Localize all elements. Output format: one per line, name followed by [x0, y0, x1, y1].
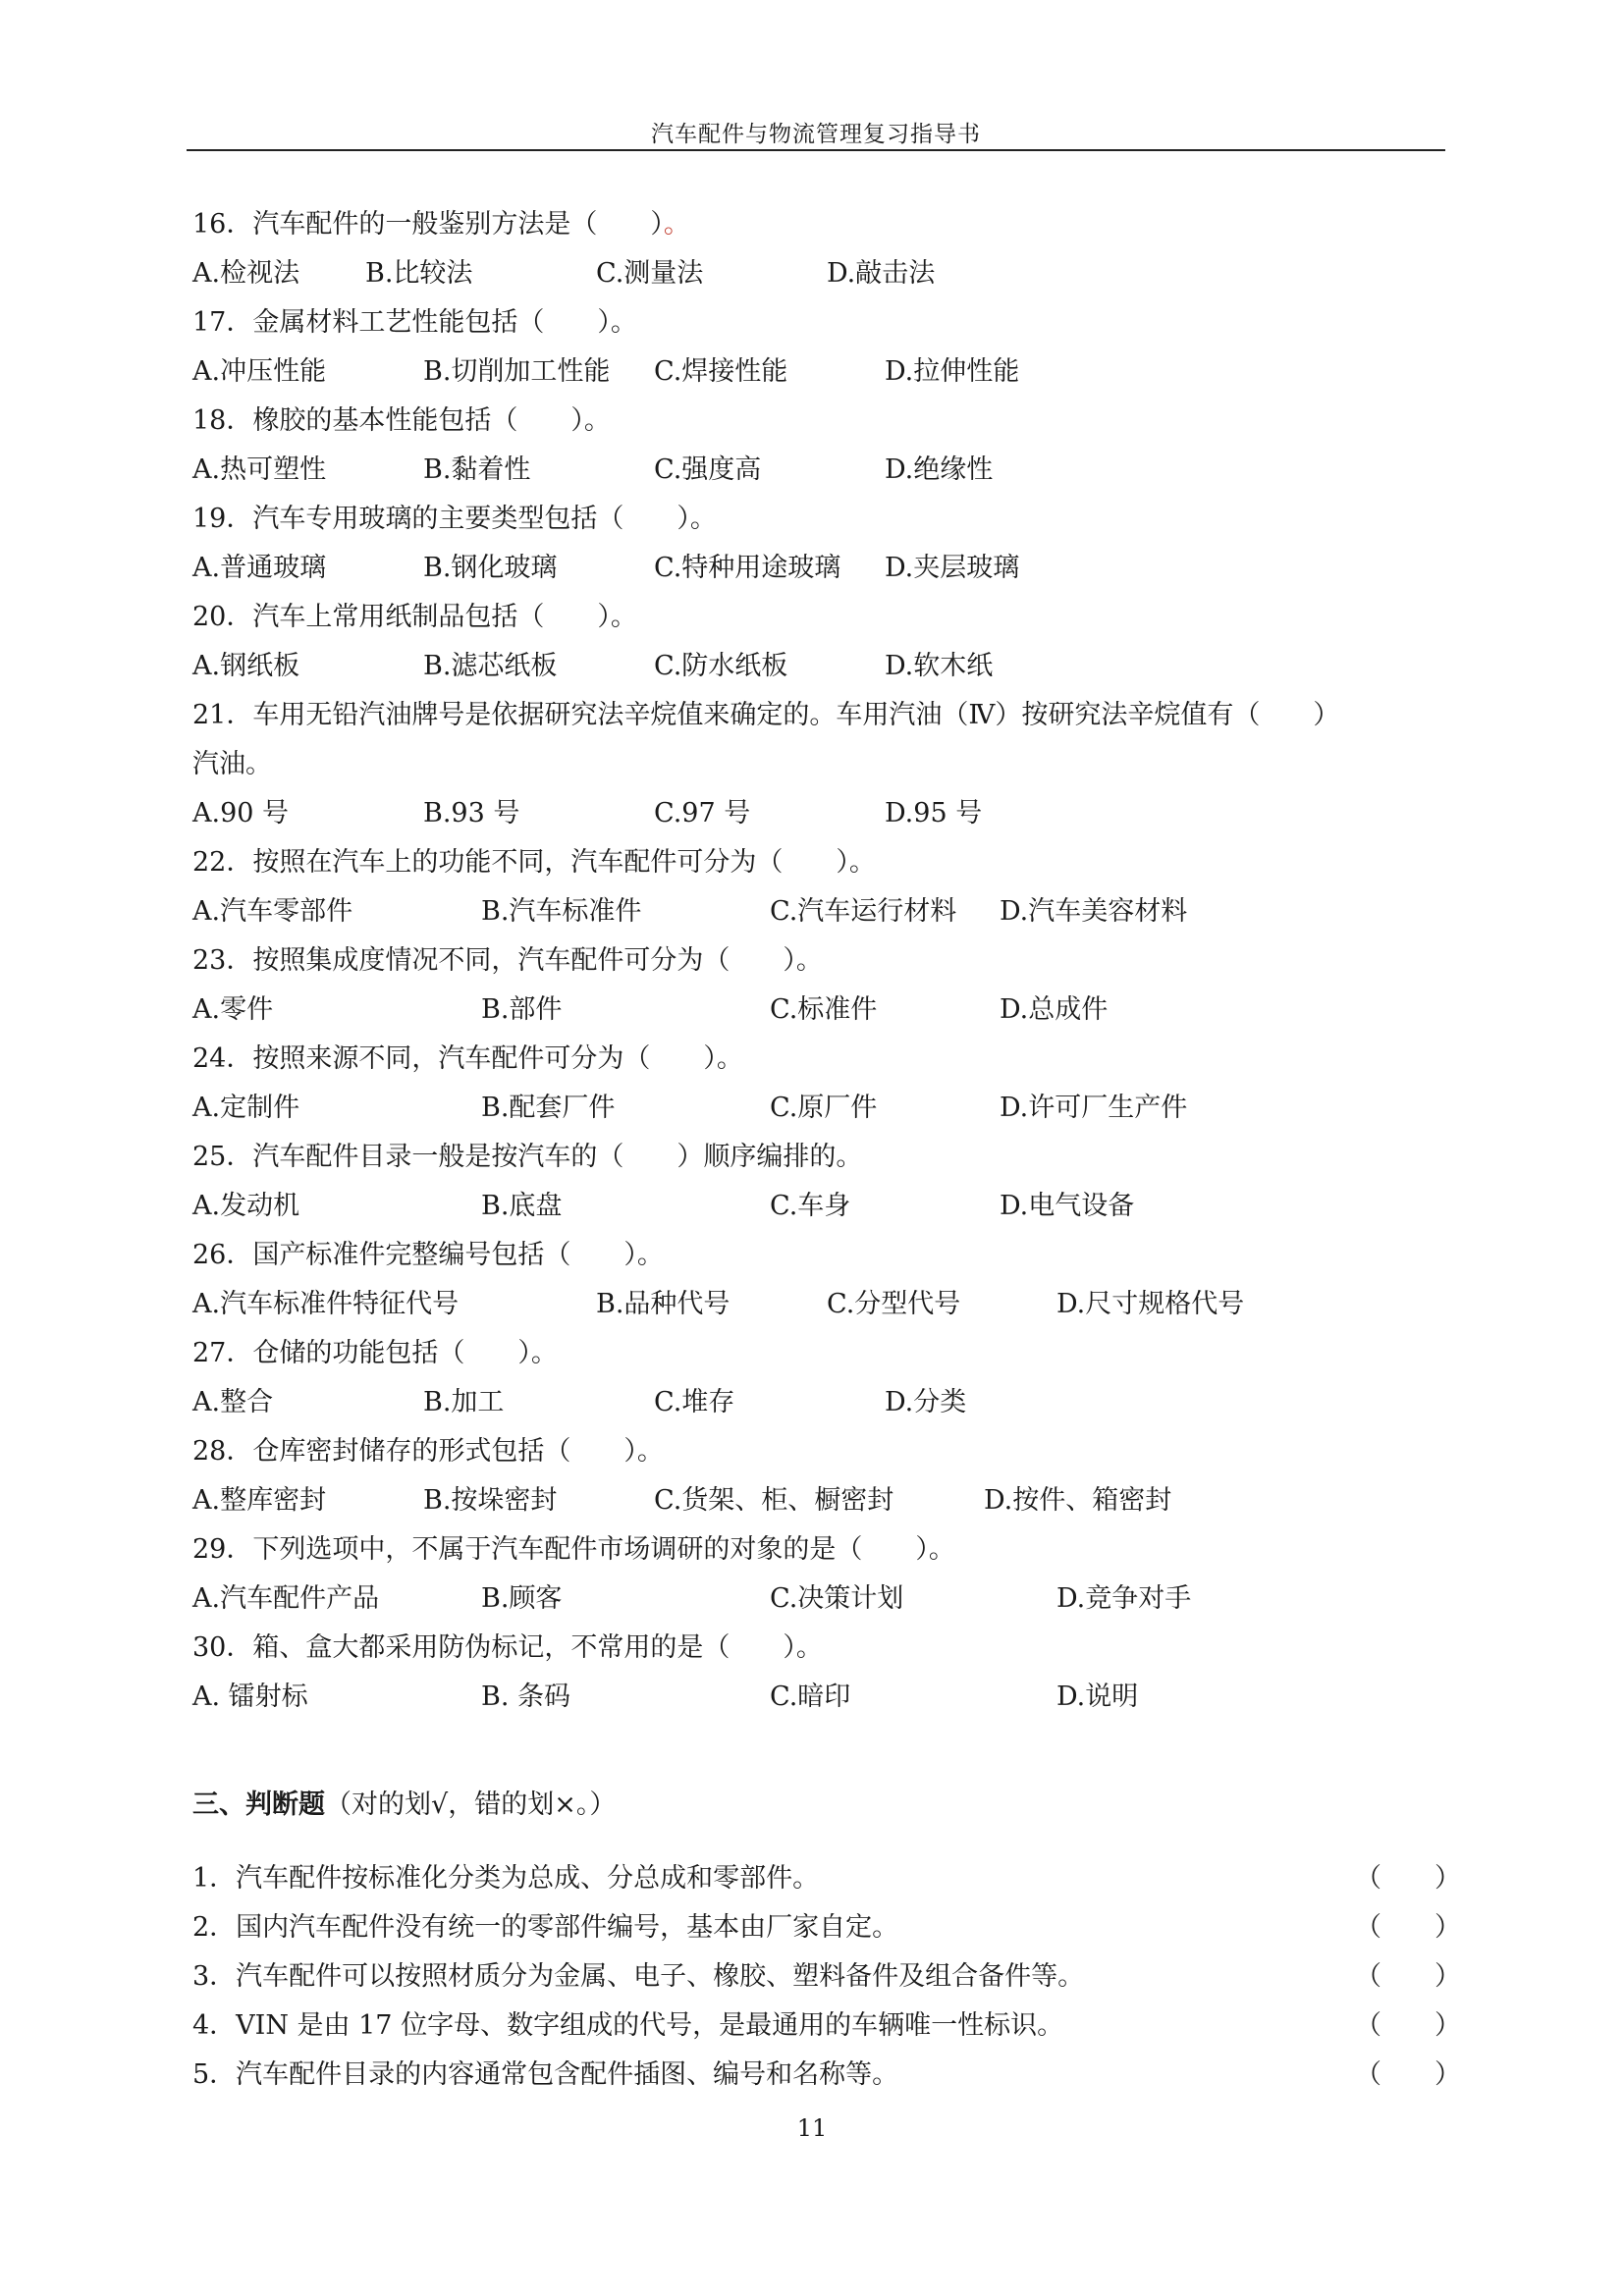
option-b: B.加工 [423, 1387, 505, 1417]
option-d: D.电气设备 [1000, 1191, 1135, 1221]
option-c: C.防水纸板 [654, 651, 788, 681]
question-23: 23．按照集成度情况不同，汽车配件可分为（ ）。 [192, 945, 823, 976]
option-c: C.97 号 [654, 798, 751, 828]
option-b: B.按垛密封 [423, 1485, 558, 1516]
option-c: C.标准件 [770, 994, 878, 1025]
option-b: B.93 号 [423, 798, 520, 828]
question-29: 29．下列选项中，不属于汽车配件市场调研的对象的是（ ）。 [192, 1534, 955, 1565]
option-a: A.汽车配件产品 [192, 1583, 380, 1614]
option-a: A.汽车标准件特征代号 [192, 1289, 460, 1319]
option-a: A.钢纸板 [192, 651, 300, 681]
question-20: 20．汽车上常用纸制品包括（ ）。 [192, 602, 637, 632]
judgement-4: 4．VIN 是由 17 位字母、数字组成的代号，是最通用的车辆唯一性标识。 [192, 2010, 1064, 2041]
option-b: B.滤芯纸板 [423, 651, 558, 681]
answer-blank: （ ） [1355, 2059, 1461, 2090]
option-c: C.车身 [770, 1191, 851, 1221]
question-22: 22．按照在汽车上的功能不同，汽车配件可分为（ ）。 [192, 847, 876, 878]
section-heading [192, 1788, 616, 1823]
option-d: D.许可厂生产件 [1000, 1093, 1188, 1123]
question-25: 25．汽车配件目录一般是按汽车的（ ）顺序编排的。 [192, 1142, 863, 1172]
option-d: D.95 号 [885, 798, 983, 828]
option-d: D.分类 [885, 1387, 967, 1417]
answer-blank: （ ） [1355, 2010, 1461, 2041]
option-b: B.顾客 [481, 1583, 563, 1614]
question-stem-end: 。 [663, 209, 690, 240]
option-c: C.测量法 [596, 258, 704, 289]
option-c: C.分型代号 [827, 1289, 961, 1319]
answer-blank: （ ） [1355, 1961, 1461, 1992]
option-b: B.配套厂件 [481, 1093, 616, 1123]
option-a: A.检视法 [192, 258, 300, 289]
option-a: A.汽车零部件 [192, 896, 353, 927]
judgement-3: 3．汽车配件可以按照材质分为金属、电子、橡胶、塑料备件及组合备件等。 [192, 1961, 1085, 1992]
option-a: A. 镭射标 [192, 1682, 308, 1712]
section-title: 三、判断题 [192, 1789, 325, 1820]
question-27: 27．仓储的功能包括（ ）。 [192, 1338, 558, 1368]
option-b: B.黏着性 [423, 454, 531, 485]
question-21-cont: 汽油。 [192, 749, 272, 779]
option-d: D.敲击法 [827, 258, 936, 289]
page-header-title: 汽车配件与物流管理复习指导书 [651, 122, 981, 147]
option-a: A.整库密封 [192, 1485, 327, 1516]
option-d: D.汽车美容材料 [1000, 896, 1188, 927]
option-a: A.整合 [192, 1387, 274, 1417]
question-30: 30．箱、盒大都采用防伪标记，不常用的是（ ）。 [192, 1632, 823, 1663]
question-24: 24．按照来源不同，汽车配件可分为（ ）。 [192, 1043, 743, 1074]
option-a: A.定制件 [192, 1093, 300, 1123]
option-a: A.普通玻璃 [192, 553, 327, 583]
option-a: A.发动机 [192, 1191, 300, 1221]
option-d: D.尺寸规格代号 [1056, 1289, 1245, 1319]
page-number: 11 [796, 2114, 828, 2142]
option-b: B.比较法 [365, 258, 473, 289]
option-d: D.拉伸性能 [885, 356, 1020, 387]
answer-blank: （ ） [1355, 1912, 1461, 1943]
option-c: C.强度高 [654, 454, 762, 485]
option-a: A.热可塑性 [192, 454, 327, 485]
option-d: D.绝缘性 [885, 454, 994, 485]
option-d: D.软木纸 [885, 651, 994, 681]
question-18: 18．橡胶的基本性能包括（ ）。 [192, 405, 611, 436]
option-c: C.堆存 [654, 1387, 735, 1417]
question-19: 19．汽车专用玻璃的主要类型包括（ ）。 [192, 504, 717, 534]
option-b: B.部件 [481, 994, 563, 1025]
option-c: C.暗印 [770, 1682, 851, 1712]
question-21: 21．车用无铅汽油牌号是依据研究法辛烷值来确定的。车用汽油（Ⅳ）按研究法辛烷值有（ ） [192, 700, 1340, 730]
option-d: D.说明 [1056, 1682, 1139, 1712]
option-d: D.总成件 [1000, 994, 1109, 1025]
option-c: C.货架、柜、橱密封 [654, 1485, 894, 1516]
judgement-2: 2．国内汽车配件没有统一的零部件编号，基本由厂家自定。 [192, 1912, 899, 1943]
option-a: A.冲压性能 [192, 356, 327, 387]
question-stem: 16．汽车配件的一般鉴别方法是（ ） [192, 209, 664, 240]
question-16 [192, 207, 690, 242]
question-17: 17．金属材料工艺性能包括（ ）。 [192, 307, 637, 338]
option-c: C.汽车运行材料 [770, 896, 957, 927]
option-c: C.原厂件 [770, 1093, 878, 1123]
question-26: 26．国产标准件完整编号包括（ ）。 [192, 1240, 664, 1270]
option-b: B.底盘 [481, 1191, 563, 1221]
option-c: C.特种用途玻璃 [654, 553, 841, 583]
option-c: C.焊接性能 [654, 356, 788, 387]
section-note: （对的划√，错的划×。） [325, 1789, 617, 1820]
option-a: A.零件 [192, 994, 274, 1025]
header-rule [187, 149, 1445, 151]
judgement-1: 1．汽车配件按标准化分类为总成、分总成和零部件。 [192, 1863, 820, 1894]
option-d: D.按件、箱密封 [984, 1485, 1172, 1516]
option-b: B. 条码 [481, 1682, 571, 1712]
question-28: 28．仓库密封储存的形式包括（ ）。 [192, 1436, 664, 1467]
option-c: C.决策计划 [770, 1583, 904, 1614]
option-b: B.钢化玻璃 [423, 553, 558, 583]
option-d: D.竞争对手 [1056, 1583, 1192, 1614]
option-a: A.90 号 [192, 798, 290, 828]
option-d: D.夹层玻璃 [885, 553, 1020, 583]
option-b: B.品种代号 [596, 1289, 731, 1319]
option-b: B.切削加工性能 [423, 356, 611, 387]
answer-blank: （ ） [1355, 1863, 1461, 1894]
option-b: B.汽车标准件 [481, 896, 642, 927]
judgement-5: 5．汽车配件目录的内容通常包含配件插图、编号和名称等。 [192, 2059, 899, 2090]
